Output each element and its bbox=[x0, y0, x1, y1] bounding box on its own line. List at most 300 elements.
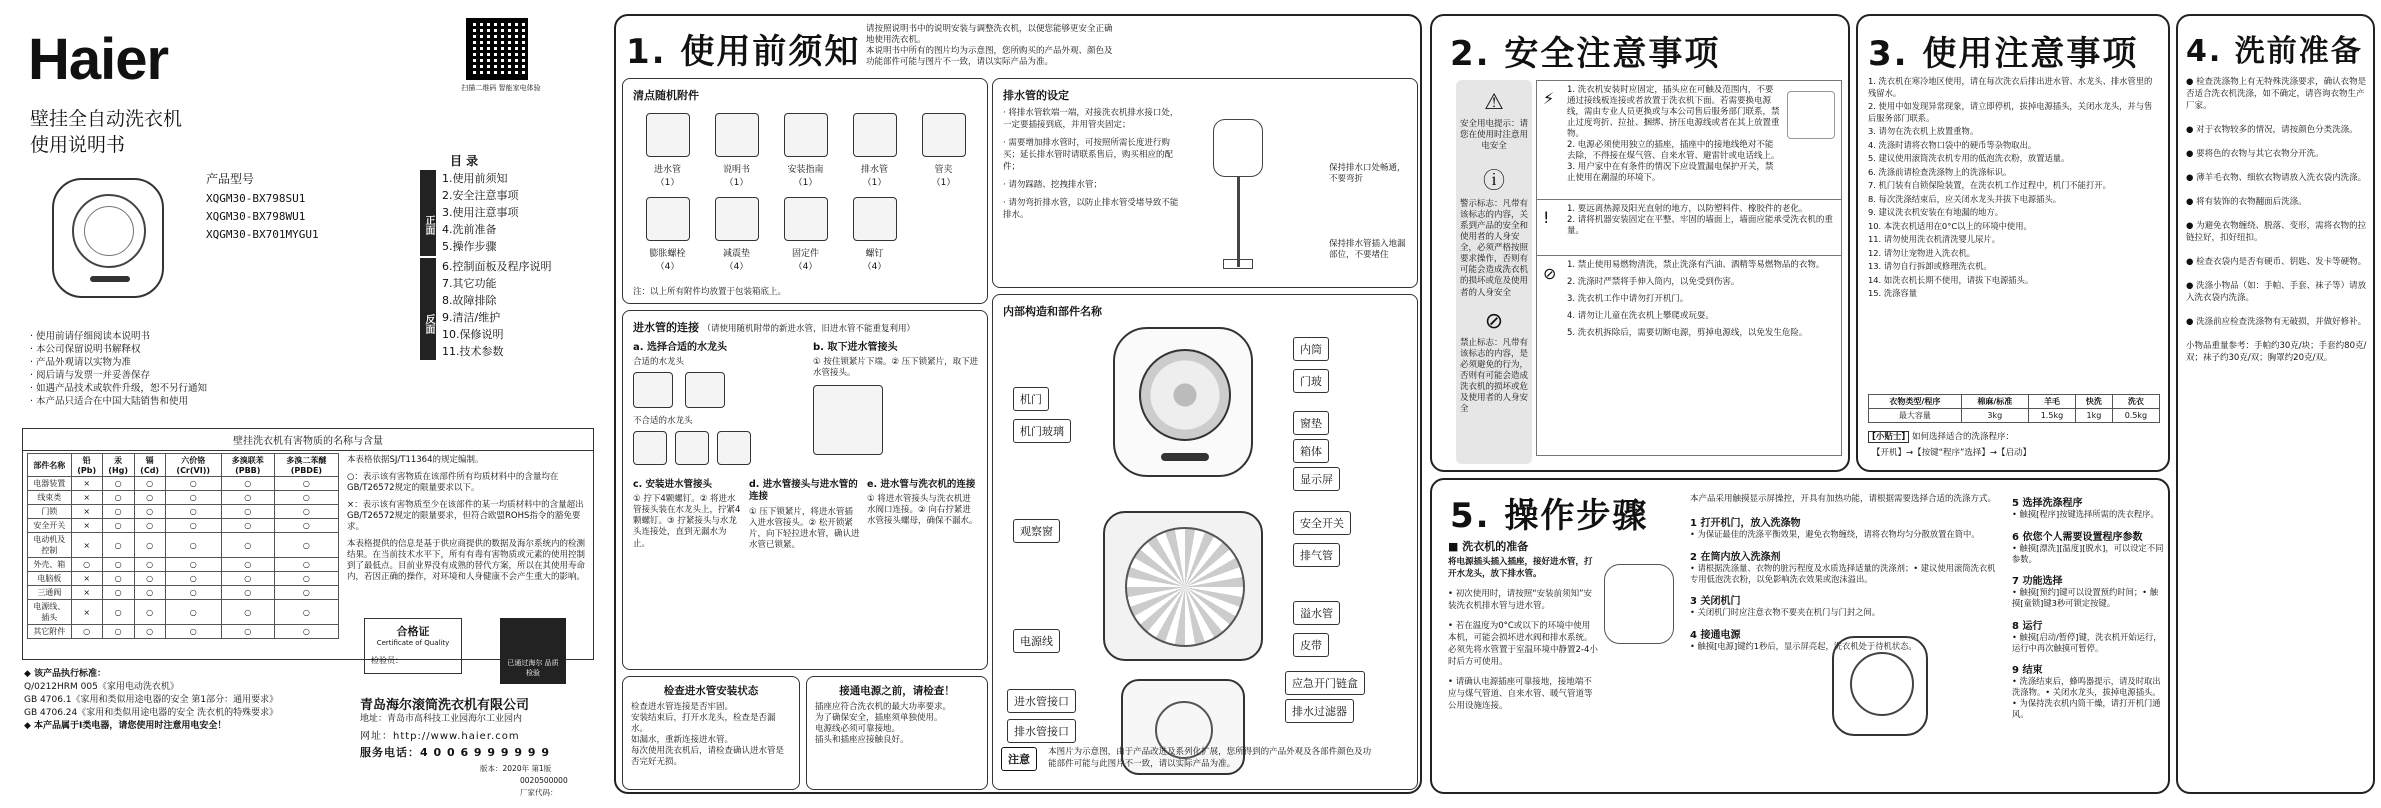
inlet-subtitle: （请使用随机附带的新进水管，旧进水管不能重复利用） bbox=[702, 324, 916, 334]
check-list bbox=[623, 698, 799, 772]
check-inlet-box bbox=[622, 676, 800, 790]
step-b-text: ① 按住锁紧片下端。② 压下锁紧片，取下进水管接头。 bbox=[813, 356, 979, 378]
safety-item: 1. 要远离热源及阳光直射的地方，以防塑料件、橡胶件的老化。 bbox=[1567, 204, 1808, 214]
toc-item[interactable]: 11.技术参数 bbox=[442, 345, 504, 358]
hazard-header-cell: 六价铬(Cr(VI)) bbox=[165, 454, 221, 477]
hazard-cell: ○ bbox=[165, 586, 221, 600]
accessory-item bbox=[840, 109, 909, 193]
tip-label: [小贴士] bbox=[1868, 431, 1909, 443]
hazard-cell: ○ bbox=[274, 505, 338, 519]
hazard-cell: ○ bbox=[102, 572, 134, 586]
certificate bbox=[364, 618, 462, 674]
toc-item[interactable]: 5.操作步骤 bbox=[442, 240, 497, 253]
hazard-cell: ○ bbox=[221, 505, 274, 519]
table-row bbox=[28, 586, 339, 600]
plug-illustration bbox=[1787, 91, 1835, 139]
warning-triangle-icon: ⚠ bbox=[1484, 90, 1504, 115]
table-row bbox=[28, 572, 339, 586]
hazard-cell: ○ bbox=[102, 558, 134, 572]
hazard-cell: ○ bbox=[274, 558, 338, 572]
toc-item[interactable]: 8.故障排除 bbox=[442, 294, 497, 307]
usage-item: 15. 洗涤容量 bbox=[1868, 288, 1918, 298]
power-check-box bbox=[806, 676, 988, 790]
table-row bbox=[28, 491, 339, 505]
hazard-cell: 电脑板 bbox=[28, 572, 72, 586]
capacity-header: 羊毛 bbox=[2028, 395, 2075, 409]
step-desc: • 关闭机门时应注意衣物不要夹在机门与门封之间。 bbox=[1690, 607, 1881, 618]
operation-step bbox=[2012, 494, 2164, 520]
hazard-cell: 线束类 bbox=[28, 491, 72, 505]
usage-item: 3. 请勿在洗衣机上放置重物。 bbox=[1868, 126, 1979, 136]
safety-item: 3. 用户家中在有条件的情况下应设置漏电保护开关，禁止使用在潮湿的环境下。 bbox=[1567, 162, 1774, 184]
hazard-cell: ○ bbox=[134, 477, 165, 491]
hazard-note: 本表格提供的信息是基于供应商提供的数据及海尔系统内的检测结果。在当前技术水平下，所有有毒有害物质或元素的使用控制到了最低点。目前业界没有成熟的替代方案，所以在其使用寿命内，若因正确的操作，对环境和人身健康不会产生重大的影响。 bbox=[347, 539, 586, 583]
accessory-icon bbox=[784, 197, 828, 241]
table-row bbox=[28, 519, 339, 533]
prep-check-item: ● 要将色的衣物与其它衣物分开洗。 bbox=[2186, 149, 2324, 159]
section-2-title: 2. 安全注意事项 bbox=[1450, 34, 1721, 74]
label-display: 显示屏 bbox=[1293, 467, 1340, 491]
accessory-icon bbox=[646, 197, 690, 241]
safety-side bbox=[1456, 80, 1532, 464]
hazard-cell: ○ bbox=[102, 491, 134, 505]
power-item: 电源线必须可靠接地。 bbox=[815, 724, 901, 735]
cert-sub: Certificate of Quality bbox=[376, 639, 450, 647]
factory-code: 厂家代码： bbox=[520, 788, 558, 797]
accessory-name: 排水管 bbox=[860, 165, 888, 175]
hazard-cell: ○ bbox=[134, 505, 165, 519]
note-line: · 本产品只适合在中国大陆销售和使用 bbox=[30, 396, 189, 407]
note-line: · 本公司保留说明书解释权 bbox=[30, 344, 141, 355]
usage-item: 14. 如洗衣机长期不使用，请拔下电源插头。 bbox=[1868, 274, 2034, 285]
table-row bbox=[28, 505, 339, 519]
section-3-title: 3. 使用注意事项 bbox=[1868, 34, 2139, 74]
accessory-name: 膨胀螺栓 bbox=[649, 249, 686, 259]
hazard-cell: ○ bbox=[221, 572, 274, 586]
notice-label: 注意 bbox=[1001, 747, 1037, 771]
step-b bbox=[813, 341, 983, 465]
safety-item: 1. 洗衣机安装时应固定，插头应在可触及范围内，不要通过接线板连接或者放置于洗衣机下面。若需要换电源线，需由专业人员更换或与本公司售后服务部门联系，禁止过度弯折、拉扯、捆绑、挤压电源线或者在其上放置重物。 bbox=[1567, 85, 1780, 140]
usage-item: 4. 洗涤时请将衣物口袋中的硬币等杂物取出。 bbox=[1868, 139, 2037, 150]
prep-check-item: ● 薄羊毛衣物、细软衣物请放入洗衣袋内洗涤。 bbox=[2186, 173, 2367, 183]
toc-item[interactable]: 7.其它功能 bbox=[442, 277, 497, 290]
note-line: · 产品外观请以实物为准 bbox=[30, 357, 132, 368]
step-desc: • 为保证最佳的洗涤平衡效果，避免衣物缠绕，请将衣物均匀分散放置在筒中。 bbox=[1690, 529, 1980, 539]
hazard-cell: 其它附件 bbox=[28, 625, 72, 639]
step-title: 8 运行 bbox=[2012, 620, 2043, 632]
section-before-use bbox=[614, 14, 1422, 794]
label-vent-pipe: 排气管 bbox=[1293, 543, 1340, 567]
hazard-header-cell: 镉(Cd) bbox=[134, 454, 165, 477]
table-row bbox=[28, 625, 339, 639]
usage-item: 12. 请勿让宠物进入洗衣机。 bbox=[1868, 247, 1976, 258]
capacity-header: 洗衣 bbox=[2112, 395, 2159, 409]
drain-title: 排水管的设定 bbox=[1003, 89, 1069, 102]
step-desc: • 触摸[电源]键约1秒后，显示屏亮起，洗衣机处于待机状态。 bbox=[1690, 641, 1917, 652]
tip bbox=[1868, 432, 2014, 443]
back-view bbox=[1103, 511, 1263, 661]
power-item: 插座应符合洗衣机的最大功率要求。 bbox=[815, 702, 952, 712]
capacity-header: 快洗 bbox=[2076, 395, 2113, 409]
prep-check-item: ● 洗涤小物品（如：手帕、手套、袜子等）请放入洗衣袋内洗涤。 bbox=[2186, 281, 2367, 303]
step-title: 2 在筒内放入洗涤剂 bbox=[1690, 551, 1781, 563]
toc-front bbox=[442, 170, 519, 255]
table-row bbox=[28, 600, 339, 625]
version-code: 0020500000 bbox=[520, 776, 568, 785]
hazard-cell: ○ bbox=[134, 586, 165, 600]
hazard-cell: ○ bbox=[221, 519, 274, 533]
step-a-ng: 不合适的水龙头 bbox=[633, 415, 693, 426]
standard-item: GB 4706.24《家用和类似用途电器的安全 洗衣机的特殊要求》 bbox=[24, 708, 279, 718]
standards bbox=[24, 668, 354, 733]
qr-caption: 扫描二维码 智能家电体验 bbox=[461, 84, 541, 92]
check-item: 如漏水，重新连接进水管。 bbox=[631, 735, 734, 746]
accessory-icon bbox=[784, 113, 828, 157]
toc-item[interactable]: 10.保修说明 bbox=[442, 328, 504, 341]
usage-item: 1. 洗衣机在寒冷地区使用，请在每次洗衣后排出进水管、水龙头、排水管里的残留水。 bbox=[1868, 76, 2153, 98]
product-image bbox=[52, 178, 164, 298]
hazard-cell: ○ bbox=[134, 600, 165, 625]
check-item: 每次使用洗衣机后，请检查确认进水管是否完好无损。 bbox=[631, 746, 785, 768]
note-line: · 使用前请仔细阅读本说明书 bbox=[30, 331, 151, 342]
label-door-glass: 门玻 bbox=[1293, 369, 1329, 393]
quality-stamp: 已通过海尔 品质检验 bbox=[500, 618, 566, 684]
accessory-icon bbox=[646, 113, 690, 157]
usage-item: 10. 本洗衣机适用在0°C以上的环境中使用。 bbox=[1868, 220, 2032, 231]
table-row bbox=[28, 533, 339, 558]
accessory-icon bbox=[715, 113, 759, 157]
brand-logo: Haier bbox=[28, 27, 169, 92]
hazard-cell: ○ bbox=[274, 586, 338, 600]
safety-side-text-2: 警示标志：凡带有该标志的内容，关系到产品的安全和使用者的人身安全，必须严格按照要求操作，否则有可能会造成洗衣机的损坏或危及使用者的人身安全 bbox=[1460, 199, 1529, 298]
cover-title-1: 壁挂全自动洗衣机 bbox=[30, 108, 183, 130]
accessory-qty: （1） bbox=[655, 178, 680, 188]
hazard-cell: ○ bbox=[102, 625, 134, 639]
toc-tab-front: 正面 bbox=[420, 170, 436, 256]
capacity-header: 棉麻/标准 bbox=[1961, 395, 2028, 409]
label-drain-filter: 排水过滤器 bbox=[1285, 699, 1354, 723]
step-a-ok: 合适的水龙头 bbox=[633, 356, 685, 367]
label-pulley: 观察窗 bbox=[1013, 519, 1060, 543]
label-cabinet: 箱体 bbox=[1293, 439, 1329, 463]
inlet-title-text: 进水管的连接 bbox=[633, 321, 699, 334]
power-item: 插头和插座应接触良好。 bbox=[815, 735, 909, 746]
hazard-table bbox=[27, 453, 339, 639]
company-website[interactable]: 网址：http://www.haier.com bbox=[360, 731, 520, 742]
hazard-cell: ○ bbox=[102, 533, 134, 558]
prep-title: ■ 洗衣机的准备 bbox=[1448, 540, 1529, 553]
accessory-icon bbox=[853, 197, 897, 241]
usage-item: 13. 请勿自行拆卸或修理洗衣机。 bbox=[1868, 261, 1992, 271]
accessory-icon bbox=[715, 197, 759, 241]
capacity-cell: 最大容量 bbox=[1869, 409, 1962, 423]
notice-text: 本图片为示意图，由于产品改进及系列化扩展，您所得到的产品外观及各部件颜色及功能部件可能与此图片不一致，请以实际产品为准。 bbox=[1048, 747, 1372, 769]
operation-step bbox=[2012, 661, 2164, 719]
standard-item: Q/0212HRM 005《家用电动洗衣机》 bbox=[24, 682, 179, 692]
usage-item: 8. 每次洗涤结束后，应关闭水龙头并拔下电源插头。 bbox=[1868, 193, 2062, 204]
hazard-cell: ○ bbox=[274, 491, 338, 505]
prep-check-item: ● 为避免衣物缠绕、脱落、变形，需将衣物的拉链拉好，扣好纽扣。 bbox=[2186, 221, 2367, 243]
accessory-name: 螺钉 bbox=[865, 249, 884, 259]
hazard-cell: ○ bbox=[221, 477, 274, 491]
step-desc: • 触摸[启动/暂停]键，洗衣机开始运行，运行中再次触摸可暂停。 bbox=[2012, 631, 2162, 653]
inlet-box bbox=[622, 310, 988, 670]
safety-item: 4. 请勿让儿童在洗衣机上攀爬或玩耍。 bbox=[1567, 311, 1714, 322]
qr-code[interactable] bbox=[466, 18, 528, 80]
toc-tab-back: 反面 bbox=[420, 258, 436, 360]
label-emergency-door: 应急开门链盒 bbox=[1285, 671, 1365, 695]
step-desc: • 请根据洗涤量、衣物的脏污程度及水质选择适量的洗涤剂；• 建议使用滚筒洗衣机专用低泡洗衣粉，以免影响洗衣效果或泡沫溢出。 bbox=[1690, 562, 1996, 584]
label-safety-switch: 安全开关 bbox=[1293, 511, 1351, 535]
prep-illustration bbox=[1604, 564, 1674, 644]
accessory-item bbox=[702, 193, 771, 277]
hazard-note: ○：表示该有害物质在该部件所有均质材料中的含量均在GB/T26572规定的限量要求以下。 bbox=[347, 472, 559, 494]
standard-item: GB 4706.1《家用和类似用途电器的安全 第1部分：通用要求》 bbox=[24, 695, 279, 705]
toc-item[interactable]: 3.使用注意事项 bbox=[442, 206, 519, 219]
hazard-cell: ○ bbox=[165, 491, 221, 505]
toc-item[interactable]: 9.清洁/维护 bbox=[442, 311, 501, 324]
hazard-cell: ○ bbox=[274, 519, 338, 533]
hazard-cell: ○ bbox=[274, 533, 338, 558]
section-operation bbox=[1430, 478, 2170, 794]
accessory-item bbox=[771, 109, 840, 193]
safety-item: 1. 禁止使用易燃物清洗，禁止洗涤有汽油、酒精等易燃物品的衣物。 bbox=[1567, 260, 1825, 270]
accessory-qty: （4） bbox=[793, 262, 818, 272]
hazard-cell: ○ bbox=[165, 477, 221, 491]
step-title: 6 依您个人需要设置程序参数 bbox=[2012, 531, 2143, 543]
label-overflow: 溢水管 bbox=[1293, 601, 1340, 625]
safety-item: 5. 洗衣机拆除后，需要切断电源，剪掉电源线，以免发生危险。 bbox=[1567, 328, 1808, 339]
hazard-cell: × bbox=[71, 477, 102, 491]
hazard-cell: ○ bbox=[134, 533, 165, 558]
hazard-cell: × bbox=[71, 586, 102, 600]
accessory-name: 固定件 bbox=[791, 249, 819, 259]
capacity-cell: 1kg bbox=[2076, 409, 2113, 423]
notice bbox=[1001, 747, 1411, 771]
hazard-cell: ○ bbox=[221, 600, 274, 625]
operation-step bbox=[2012, 617, 2164, 654]
drain-caption-2: 保持排水管插入地漏部位，不要堵住 bbox=[1329, 239, 1406, 261]
prep-items bbox=[1448, 556, 1598, 712]
drain-illustration bbox=[1193, 109, 1323, 279]
accessory-qty: （4） bbox=[655, 262, 680, 272]
usage-item: 7. 机门装有自锁保险装置，在洗衣机工作过程中，机门不能打开。 bbox=[1868, 180, 2111, 190]
label-door-window: 机门玻璃 bbox=[1013, 419, 1071, 443]
step-desc: • 触摸[程序]按键选择所需的洗衣程序。 bbox=[2012, 509, 2159, 519]
hazard-title: 壁挂洗衣机有害物质的名称与含量 bbox=[23, 429, 593, 451]
hazard-cell: 电器装置 bbox=[28, 477, 72, 491]
toc-item[interactable]: 6.控制面板及程序说明 bbox=[442, 260, 552, 273]
drain-item: · 请勿弯折排水管，以防止排水管受堵导致不能排水。 bbox=[1003, 198, 1179, 220]
step-title: 7 功能选择 bbox=[2012, 576, 2063, 588]
capacity-cell: 3kg bbox=[1961, 409, 2028, 423]
accessories-note: 注：以上所有附件均放置于包装箱底上。 bbox=[633, 287, 787, 297]
parts-title: 内部构造和部件名称 bbox=[1003, 305, 1102, 318]
tip-text: 如何选择适合的洗涤程序： bbox=[1911, 432, 2014, 442]
step-title: 1 打开机门，放入洗涤物 bbox=[1690, 518, 1801, 529]
hazard-cell: × bbox=[71, 572, 102, 586]
hazard-cell: ○ bbox=[134, 519, 165, 533]
step-title: 3 关闭机门 bbox=[1690, 596, 1741, 608]
hazard-header-cell: 部件名称 bbox=[28, 454, 72, 477]
safety-item: 2. 请将机器安装固定在平整、牢固的墙面上，墙面应能承受洗衣机的重量。 bbox=[1567, 215, 1833, 237]
model-1: XQGM30-BX798SU1 bbox=[206, 192, 306, 205]
prep-item: 将电源插头插入插座，接好进水管，打开水龙头，放下排水管。 bbox=[1448, 557, 1593, 579]
step-title: 9 结束 bbox=[2012, 665, 2043, 677]
hazard-cell: × bbox=[71, 491, 102, 505]
label-door: 机门 bbox=[1013, 387, 1049, 411]
drain-box bbox=[992, 78, 1418, 288]
operation-step bbox=[1690, 514, 2000, 540]
hazard-header-cell: 多溴二苯醚(PBDE) bbox=[274, 454, 338, 477]
hazard-cell: ○ bbox=[221, 491, 274, 505]
usage-item: 6. 洗涤前请检查洗涤物上的洗涤标识。 bbox=[1868, 166, 2012, 177]
label-power-cord: 电源线 bbox=[1013, 629, 1060, 653]
drain-item: · 需要增加排水管时，可按照所需长度进行购买；延长排水管时请联系售后，购买相应的配件； bbox=[1003, 138, 1174, 172]
usage-item: 9. 建议洗衣机安装在有地漏的地方。 bbox=[1868, 207, 2004, 217]
check-item: 安装结束后，打开水龙头，检查是否漏水。 bbox=[631, 713, 776, 735]
accessory-icon bbox=[922, 113, 966, 157]
step-a-title: a. 选择合适的水龙头 bbox=[633, 342, 728, 353]
usage-item: 2. 使用中如发现异常现象，请立即停机，拔掉电源插头，关闭水龙头，并与售后服务部门联系。 bbox=[1868, 101, 2153, 123]
model-3: XQGM30-BX701MYGU1 bbox=[206, 228, 319, 241]
toc-back bbox=[442, 258, 552, 360]
hazard-cell: ○ bbox=[102, 586, 134, 600]
step-desc: • 触摸[漂洗][温度][脱水]，可以设定不同参数。 bbox=[2012, 542, 2164, 564]
accessory-item bbox=[702, 109, 771, 193]
hazard-notes bbox=[347, 455, 589, 583]
accessory-name: 减震垫 bbox=[722, 249, 750, 259]
drain-item: · 将排水管软端一端，对接洗衣机排水接口处，一定要插接到底，并用管夹固定； bbox=[1003, 108, 1179, 130]
cert-inspector: 检验员： bbox=[371, 656, 403, 665]
hazard-cell: ○ bbox=[274, 477, 338, 491]
section-4-title: 4. 洗前准备 bbox=[2186, 34, 2363, 69]
hazard-cell: × bbox=[71, 519, 102, 533]
hazard-cell: ○ bbox=[134, 625, 165, 639]
table-row bbox=[28, 558, 339, 572]
hazard-note: ×：表示该有害物质至少在该部件的某一均质材料中的含量超出GB/T26572规定的限量要求，但符合欧盟ROHS指令的豁免要求。 bbox=[347, 500, 584, 533]
hazard-cell: ○ bbox=[221, 533, 274, 558]
hazard-cell: × bbox=[71, 505, 102, 519]
hazard-cell: ○ bbox=[274, 572, 338, 586]
table-row bbox=[28, 477, 339, 491]
accessory-name: 说明书 bbox=[722, 165, 750, 175]
accessory-qty: （1） bbox=[724, 178, 749, 188]
usage-list bbox=[1868, 76, 2160, 302]
no-entry-icon: ⊘ bbox=[1543, 264, 1557, 283]
section-usage-notes bbox=[1856, 14, 2170, 472]
standards-note: ◆ 本产品属于I类电器，请您使用时注意用电安全！ bbox=[24, 721, 227, 731]
prohibit-icon: ⊘ bbox=[1484, 308, 1504, 334]
label-gasket: 窗垫 bbox=[1293, 411, 1329, 435]
operation-step bbox=[2012, 528, 2164, 565]
prep-item: • 初次使用时，请按照“安装前须知”安装洗衣机排水管与进水管。 bbox=[1448, 589, 1593, 611]
cover-panel bbox=[0, 0, 612, 808]
section-safety bbox=[1430, 14, 1850, 472]
toc-item[interactable]: 2.安全注意事项 bbox=[442, 189, 519, 202]
toc-item[interactable]: 4.洗前准备 bbox=[442, 223, 497, 236]
prep-item: • 若在温度为0°C或以下的环境中使用本机，可能会损坏进水阀和排水系统。必须先将水管置于室温环境中静置2-4小时后方可使用。 bbox=[1448, 621, 1598, 667]
step-e-title: e. 进水管与洗衣机的连接 bbox=[867, 479, 976, 490]
front-view bbox=[1113, 327, 1253, 477]
accessories-grid bbox=[633, 109, 979, 277]
step-desc: • 触摸[预约]键可以设置预约时间；• 触摸[童锁]键3秒可锁定按键。 bbox=[2012, 587, 2158, 609]
hazard-cell: ○ bbox=[165, 600, 221, 625]
capacity-header: 衣物类型/程序 bbox=[1869, 395, 1962, 409]
accessory-qty: （4） bbox=[724, 262, 749, 272]
accessory-item bbox=[633, 109, 702, 193]
hazard-cell: ○ bbox=[274, 625, 338, 639]
check-item: 检查进水管连接是否牢固。 bbox=[631, 702, 734, 712]
hazard-cell: ○ bbox=[134, 572, 165, 586]
operation-step bbox=[1690, 592, 2000, 618]
power-title: 接通电源之前，请检查！ bbox=[839, 685, 955, 697]
safety-rows bbox=[1536, 80, 1842, 456]
hazard-cell: 电动机及控制 bbox=[28, 533, 72, 558]
label-belt: 皮带 bbox=[1293, 633, 1329, 657]
hazard-header-cell: 汞(Hg) bbox=[102, 454, 134, 477]
cover-title-2: 使用说明书 bbox=[30, 134, 126, 156]
step-d-text: ① 压下锁紧片，将进水管插入进水管接头。② 松开锁紧片，向下轻拉进水管，确认进水管已锁紧。 bbox=[749, 506, 860, 550]
cert-title: 合格证 bbox=[396, 625, 430, 638]
step-e-text: ① 将进水管接头与洗衣机进水阀口连接。② 向右拧紧进水管接头螺母，确保不漏水。 bbox=[867, 494, 978, 527]
label-inlet-port: 进水管接口 bbox=[1007, 689, 1076, 713]
accessory-qty: （4） bbox=[862, 262, 887, 272]
step-d bbox=[749, 479, 861, 551]
toc-item[interactable]: 1.使用前须知 bbox=[442, 172, 508, 185]
cover-notes bbox=[30, 330, 207, 408]
safety-item: 3. 洗衣机工作中请勿打开机门。 bbox=[1567, 294, 1689, 305]
operation-steps-right bbox=[2012, 494, 2164, 728]
hazard-cell: ○ bbox=[165, 558, 221, 572]
hazard-cell: ○ bbox=[102, 519, 134, 533]
operation-step bbox=[1690, 548, 2000, 585]
operation-illustration bbox=[1832, 636, 1928, 736]
accessory-icon bbox=[853, 113, 897, 157]
step-title: 5 选择洗涤程序 bbox=[2012, 498, 2083, 509]
operation-intro: 本产品采用触摸显示屏操控，开具有加热功能，请根据需要选择合适的洗涤方式。 bbox=[1690, 494, 1997, 504]
power-list bbox=[807, 698, 987, 750]
operation-step bbox=[2012, 572, 2164, 609]
hazard-cell: ○ bbox=[134, 491, 165, 505]
drain-list bbox=[1003, 107, 1183, 221]
prep-check-item: ● 检查衣袋内是否有硬币、钥匙、发卡等硬物。 bbox=[2186, 257, 2367, 267]
hazard-cell: 电源线、插头 bbox=[28, 600, 72, 625]
hazard-cell: ○ bbox=[274, 600, 338, 625]
check-title: 检查进水管安装状态 bbox=[663, 685, 759, 697]
capacity-table bbox=[1868, 394, 2160, 423]
hazard-header-cell: 多溴联苯(PBB) bbox=[221, 454, 274, 477]
drain-item: · 请勿踩踏、挖拽排水管； bbox=[1003, 180, 1102, 190]
step-desc: • 洗涤结束后，蜂鸣器提示，请及时取出洗涤物。• 关闭水龙头，拔掉电源插头。• 为保持洗衣机内筒干燥，请打开机门通风。 bbox=[2012, 676, 2161, 719]
hazard-cell: × bbox=[71, 600, 102, 625]
safety-side-text-3: 禁止标志：凡带有该标志的内容，是必须避免的行为，否则有可能会造成洗衣机的损坏或危及使用者的人身安全 bbox=[1460, 337, 1529, 414]
hazard-cell: ○ bbox=[221, 586, 274, 600]
hazard-cell: 三通阀 bbox=[28, 586, 72, 600]
accessory-qty: （1） bbox=[793, 178, 818, 188]
hazard-cell: 安全开关 bbox=[28, 519, 72, 533]
usage-item: 11. 请勿使用洗衣机清洗婴儿尿片。 bbox=[1868, 234, 2000, 244]
prep-check-item: ● 将有装饰的衣物翻面后洗涤。 bbox=[2186, 197, 2307, 207]
safety-item: 2. 洗涤时严禁将手伸入筒内，以免受到伤害。 bbox=[1567, 277, 1740, 288]
accessory-name: 管夹 bbox=[934, 165, 953, 175]
hazard-note: 本表格依据SJ/T11364的规定编制。 bbox=[347, 455, 484, 465]
hazard-cell: ○ bbox=[71, 558, 102, 572]
hazard-cell: ○ bbox=[102, 600, 134, 625]
label-drain-port: 排水管接口 bbox=[1007, 719, 1076, 743]
version: 版本：2020年 第1版 bbox=[480, 764, 552, 773]
accessories-title: 清点随机附件 bbox=[633, 89, 699, 102]
